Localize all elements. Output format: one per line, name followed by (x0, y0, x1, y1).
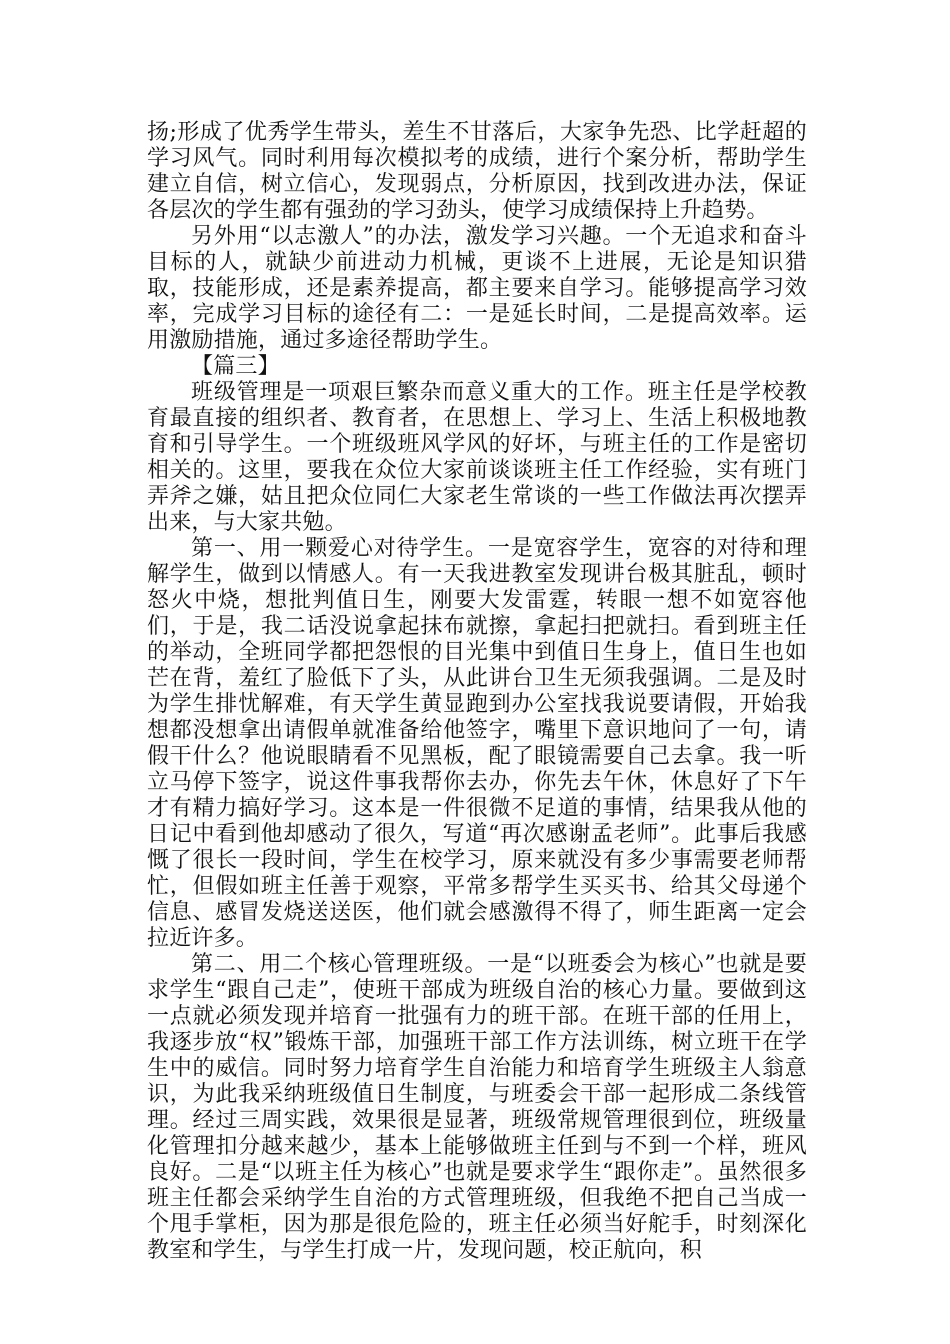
paragraph-continuation: 扬;形成了优秀学生带头，差生不甘落后，大家争先恐、比学赶超的学习风气。同时利用每次模拟考的成绩，进行个案分析，帮助学生建立自信，树立信心，发现弱点，分析原因，找到改进办法，保证各层次的学生都有强劲的学习劲头，使学习成绩保持上升趋势。 (147, 120, 807, 223)
document-body (147, 120, 807, 1264)
paragraph-point-one: 第一、用一颗爱心对待学生。一是宽容学生，宽容的对待和理解学生，做到以情感人。有一天我进教室发现讲台极其脏乱，顿时怒火中烧，想批判值日生，刚要大发雷霆，转眼一想不如宽容他们，于是，我二话没说拿起抹布就擦，拿起扫把就扫。看到班主任的举动，全班同学都把怨恨的目光集中到值日生身上，值日生也如芒在背，羞红了脸低下了头，从此讲台卫生无须我强调。二是及时为学生排忧解难，有天学生黄显跑到办公室找我说要请假，开始我想都没想拿出请假单就准备给他签字，嘴里下意识地问了一句，请假干什么？他说眼睛看不见黑板，配了眼镜需要自己去拿。我一听立马停下签字，说这件事我帮你去办，你先去午休，休息好了下午才有精力搞好学习。这本是一件很微不足道的事情，结果我从他的日记中看到他却感动了很久，写道“再次感谢孟老师”。此事后我感慨了很长一段时间，学生在校学习，原来就没有多少事需要老师帮忙，但假如班主任善于观察，平常多帮学生买买书、给其父母递个信息、感冒发烧送送医，他们就会感激得不得了，师生距离一定会拉近许多。 (147, 536, 807, 951)
paragraph-point-two: 第二、用二个核心管理班级。一是“以班委会为核心”也就是要求学生“跟自己走”，使班干部成为班级自治的核心力量。要做到这一点就必须发现并培育一批强有力的班干部。在班干部的任用上，我逐步放“权”锻炼干部，加强班干部工作方法训练，树立班干在学生中的威信。同时努力培育学生自治能力和培育学生班级主人翁意识，为此我采纳班级值日生制度，与班委会干部一起形成二条线管理。经过三周实践，效果很是显著，班级常规管理很到位，班级量化管理扣分越来越少，基本上能够做班主任到与不到一个样，班风良好。二是“以班主任为核心”也就是要求学生“跟你走”。虽然很多班主任都会采纳学生自治的方式管理班级，但我绝不把自己当成一个甩手掌柜，因为那是很危险的，班主任必须当好舵手，时刻深化教室和学生，与学生打成一片，发现问题，校正航向，积 (147, 952, 807, 1263)
paragraph-motivation: 另外用“以志激人”的办法，激发学习兴趣。一个无追求和奋斗目标的人，就缺少前进动力机械，更谈不上进展，无论是知识猎取，技能形成，还是素养提高，都主要来自学习。能够提高学习效率，完成学习目标的途径有二：一是延长时间，二是提高效率。运用激励措施，通过多途径帮助学生。 (147, 224, 807, 353)
section-heading: 【篇三】 (191, 354, 280, 379)
paragraph-intro: 班级管理是一项艰巨繁杂而意义重大的工作。班主任是学校教育最直接的组织者、教育者，在思想上、学习上、生活上积极地教育和引导学生。一个班级班风学风的好坏，与班主任的工作是密切相关的。这里，要我在众位大家前谈谈班主任工作经验，实有班门弄斧之嫌，姑且把众位同仁大家老生常谈的一些工作做法再次摆弄出来，与大家共勉。 (147, 380, 807, 535)
